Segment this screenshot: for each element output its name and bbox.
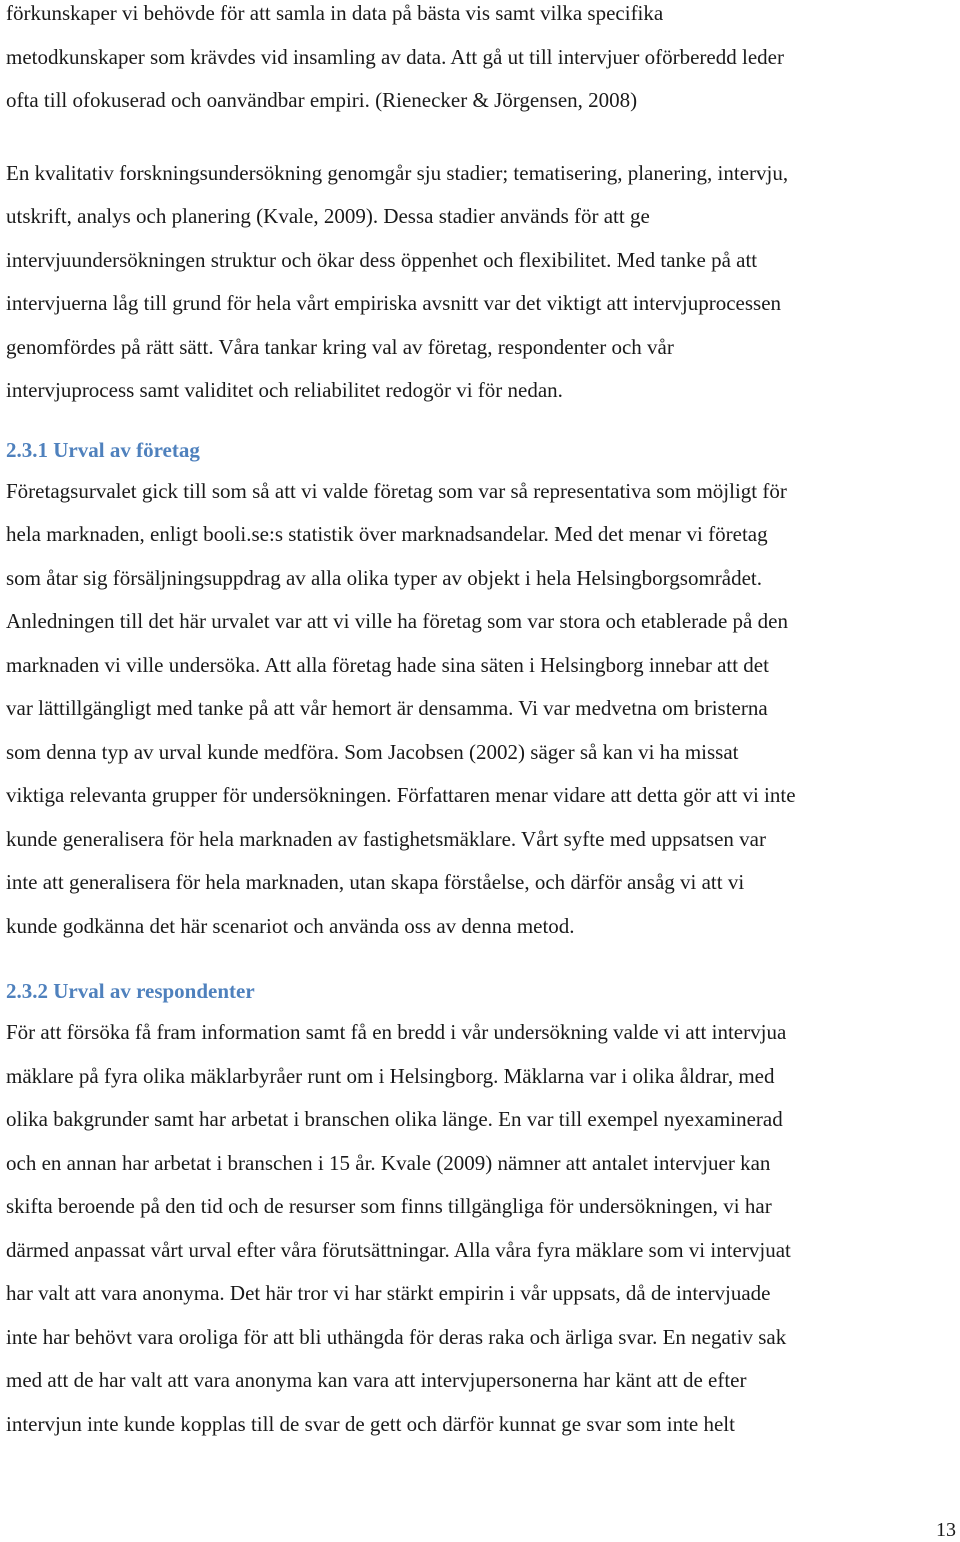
text-line: intervjuprocess samt validitet och reliabilitet redogör vi för nedan. — [6, 378, 563, 402]
text-line: intervjuerna låg till grund för hela vårt empiriska avsnitt var det viktigt att intervjuprocessen — [6, 291, 782, 315]
section-heading-foretag: 2.3.1 Urval av företag — [6, 437, 200, 462]
text-line: Företagsurvalet gick till som så att vi valde företag som var så representativa som möjligt för — [6, 478, 787, 503]
text-line: kunde generalisera för hela marknaden av fastighetsmäklare. Vårt syfte med uppsatsen var — [6, 826, 766, 851]
text-line: marknaden vi ville undersöka. Att alla företag hade sina säten i Helsingborg innebar att det — [6, 652, 769, 677]
text-line: inte har behövt vara oroliga för att bli uthängda för deras raka och ärliga svar. En negativ sak — [6, 1324, 787, 1349]
text-line: utskrift, analys och planering (Kvale, 2009). Dessa stadier används för att ge — [6, 204, 650, 228]
text-line: har valt att vara anonyma. Det här tror vi har stärkt empirin i vår uppsats, då de intervjuade — [6, 1281, 771, 1305]
text-line: intervjuundersökningen struktur och ökar dess öppenhet och flexibilitet. Med tanke på att — [6, 247, 758, 272]
text-line: Anledningen till det här urvalet var att vi ville ha företag som var stora och etablerade på den — [6, 609, 788, 633]
text-line: mäklare på fyra olika mäklarbyråer runt om i Helsingborg. Mäklarna var i olika åldrar, med — [6, 1063, 775, 1088]
paragraph-foretag — [6, 470, 956, 949]
section-heading-respondenter: 2.3.2 Urval av respondenter — [6, 979, 255, 1003]
text-line: skifta beroende på den tid och de resurser som finns tillgängliga för undersökningen, vi har — [6, 1194, 772, 1218]
text-line: som åtar sig försäljningsuppdrag av alla olika typer av objekt i hela Helsingborgsområdet. — [6, 565, 763, 590]
text-line: ofta till ofokuserad och oanvändbar empiri. (Rienecker & Jörgensen, 2008) — [6, 88, 638, 112]
text-line: som denna typ av urval kunde medföra. Som Jacobsen (2002) säger så kan vi ha missat — [6, 739, 739, 764]
text-line: intervjun inte kunde kopplas till de svar de gett och därför kunnat ge svar som inte helt — [6, 1411, 735, 1436]
text-line: viktiga relevanta grupper för undersökningen. Författaren menar vidare att detta gör att vi inte — [6, 783, 796, 807]
text-line: genomfördes på rätt sätt. Våra tankar kring val av företag, respondenter och vår — [6, 334, 674, 359]
text-line: kunde godkänna det här scenariot och använda oss av denna metod. — [6, 913, 575, 938]
document-page — [6, 0, 956, 1446]
text-line: och en annan har arbetat i branschen i 15 år. Kvale (2009) nämner att antalet intervjuer kan — [6, 1150, 771, 1175]
paragraph-intro — [6, 0, 956, 123]
paragraph-respondenter — [6, 1011, 956, 1446]
text-line: För att försöka få fram information samt få en bredd i vår undersökning valde vi att intervjua — [6, 1020, 787, 1044]
text-line: var lättillgängligt med tanke på att vår hemort är densamma. Vi var medvetna om bristerna — [6, 696, 768, 720]
text-line: hela marknaden, enligt booli.se:s statistik över marknadsandelar. Med det menar vi företag — [6, 522, 768, 546]
text-line: En kvalitativ forskningsundersökning genomgår sju stadier; tematisering, planering, intervju, — [6, 160, 789, 185]
text-line: metodkunskaper som krävdes vid insamling av data. Att gå ut till intervjuer oförberedd leder — [6, 44, 784, 69]
text-line: förkunskaper vi behövde för att samla in data på bästa vis samt vilka specifika — [6, 1, 664, 25]
text-line: inte att generalisera för hela marknaden, utan skapa förståelse, och därför ansåg vi att vi — [6, 870, 745, 894]
text-line: därmed anpassat vårt urval efter våra förutsättningar. Alla våra fyra mäklare som vi intervjuat — [6, 1237, 791, 1262]
paragraph-stadier — [6, 152, 956, 413]
page-number: 13 — [936, 1519, 956, 1541]
text-line: olika bakgrunder samt har arbetat i branschen olika länge. En var till exempel nyexaminerad — [6, 1107, 783, 1131]
text-line: med att de har valt att vara anonyma kan vara att intervjupersonerna har känt att de efter — [6, 1368, 747, 1392]
